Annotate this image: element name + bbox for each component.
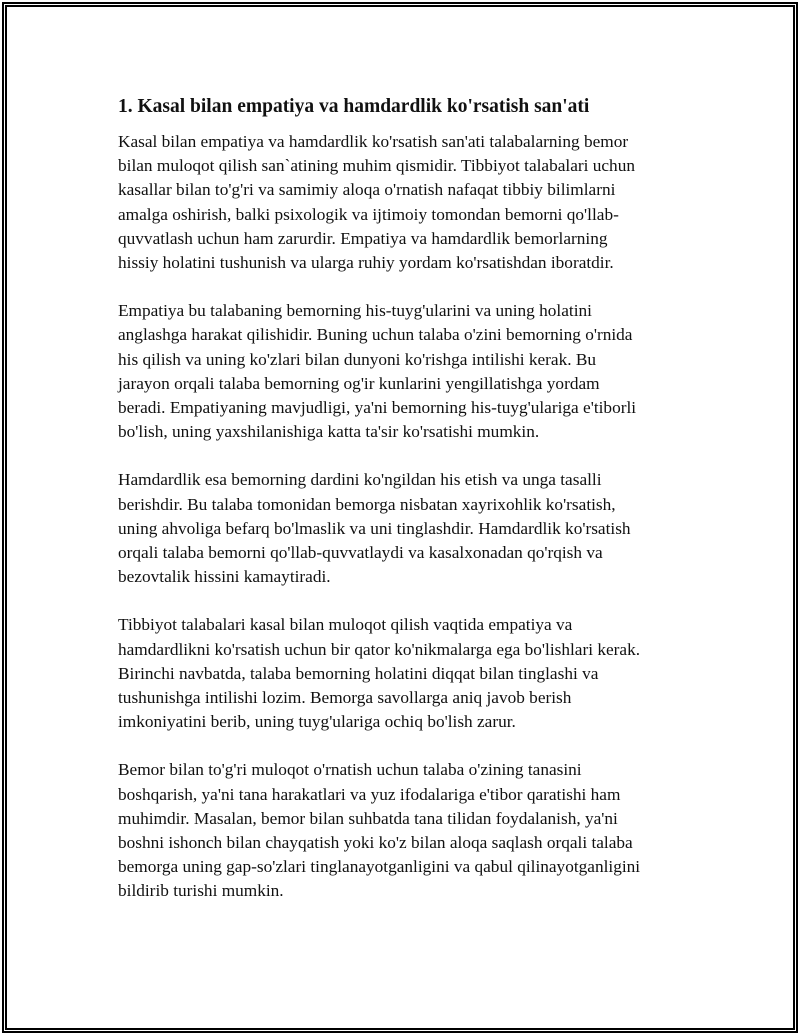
text-line: bemorga uning gap-so'zlari tinglanayotganligini va qabul qilinayotganligini xyxy=(118,857,641,877)
document-body xyxy=(118,94,688,928)
text-line: bezovtalik hissini kamaytiradi. xyxy=(118,567,331,587)
text-line: Tibbiyot talabalari kasal bilan muloqot qilish vaqtida empatiya va xyxy=(118,615,573,635)
text-line: amalga oshirish, balki psixologik va ijtimoiy tomondan bemorni qo'llab- xyxy=(118,204,619,224)
text-line: hissiy holatini tushunish va ularga ruhiy yordam ko'rsatishdan iboratdir. xyxy=(118,253,614,273)
paragraph-2 xyxy=(118,299,688,444)
text-line: imkoniyatini berib, uning tuyg'ulariga ochiq bo'lish zarur. xyxy=(118,712,516,732)
paragraph-4 xyxy=(118,613,688,734)
text-line: Birinchi navbatda, talaba bemorning holatini diqqat bilan tinglashi va xyxy=(118,663,599,683)
paragraph-3 xyxy=(118,468,688,589)
text-line: his qilish va uning ko'zlari bilan dunyoni ko'rishga intilishi kerak. Bu xyxy=(118,349,597,369)
text-line: boshni ishonch bilan chayqatish yoki ko'z bilan aloqa saqlash orqali talaba xyxy=(118,833,633,853)
text-line: muhimdir. Masalan, bemor bilan suhbatda tana tilidan foydalanish, ya'ni xyxy=(118,808,618,828)
text-line: hamdardlikni ko'rsatish uchun bir qator ko'nikmalarga ega bo'lishlari kerak. xyxy=(118,639,641,659)
text-line: quvvatlash uchun ham zarurdir. Empatiya va hamdardlik bemorlarning xyxy=(118,228,608,248)
section-heading: 1. Kasal bilan empatiya va hamdardlik ko'rsatish san'ati xyxy=(118,96,590,117)
text-line: boshqarish, ya'ni tana harakatlari va yuz ifodalariga e'tibor qaratishi ham xyxy=(118,784,621,804)
text-line: bildirib turishi mumkin. xyxy=(118,881,284,901)
text-line: tushunishga intilishi lozim. Bemorga savollarga aniq javob berish xyxy=(118,688,572,708)
paragraph-5 xyxy=(118,758,688,903)
text-line: Bemor bilan to'g'ri muloqot o'rnatish uchun talaba o'zining tanasini xyxy=(118,760,582,780)
text-line: berishdir. Bu talaba tomonidan bemorga nisbatan xayrixohlik ko'rsatish, xyxy=(118,494,616,514)
text-line: kasallar bilan to'g'ri va samimiy aloqa o'rnatish nafaqat tibbiy bilimlarni xyxy=(118,180,616,200)
text-line: orqali talaba bemorni qo'llab-quvvatlaydi va kasalxonadan qo'rqish va xyxy=(118,543,603,563)
paragraph-1 xyxy=(118,130,688,275)
text-line: anglashga harakat qilishidir. Buning uchun talaba o'zini bemorning o'rnida xyxy=(118,325,633,345)
text-line: Hamdardlik esa bemorning dardini ko'ngildan his etish va unga tasalli xyxy=(118,470,602,490)
text-line: Kasal bilan empatiya va hamdardlik ko'rsatish san'ati talabalarning bemor xyxy=(118,132,629,151)
text-line: beradi. Empatiyaning mavjudligi, ya'ni bemorning his-tuyg'ulariga e'tiborli xyxy=(118,398,637,418)
text-line: jarayon orqali talaba bemorning og'ir kunlarini yengillatishga yordam xyxy=(118,373,600,393)
text-line: bo'lish, uning yaxshilanishiga katta ta'sir ko'rsatishi mumkin. xyxy=(118,422,540,442)
text-line: uning ahvoliga befarq bo'lmaslik va uni tinglashdir. Hamdardlik ko'rsatish xyxy=(118,518,631,538)
text-line: bilan muloqot qilish san`atining muhim qismidir. Tibbiyot talabalari uchun xyxy=(118,156,635,176)
text-line: Empatiya bu talabaning bemorning his-tuyg'ularini va uning holatini xyxy=(118,301,592,321)
